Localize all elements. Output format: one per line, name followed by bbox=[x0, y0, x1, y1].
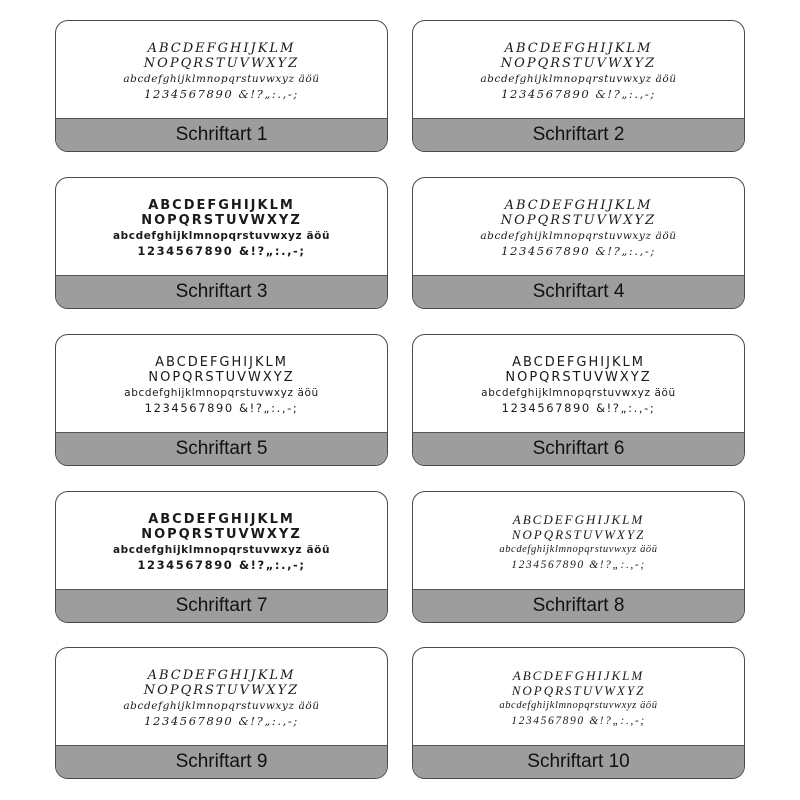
font-card-1[interactable] bbox=[55, 20, 388, 152]
font-sample bbox=[413, 21, 744, 121]
lowercase-row: abcdefghijklmnopqrstuvwxyz äöü bbox=[499, 544, 658, 555]
font-sample bbox=[56, 335, 387, 435]
uppercase-row-1: ABCDEFGHIJKLM bbox=[148, 512, 295, 527]
font-card-6[interactable] bbox=[412, 334, 745, 466]
font-sample bbox=[56, 492, 387, 592]
font-sample bbox=[413, 335, 744, 435]
font-card-5[interactable] bbox=[55, 334, 388, 466]
font-card-2[interactable] bbox=[412, 20, 745, 152]
numbers-row: 1234567890 &!?„:.,-; bbox=[144, 86, 299, 101]
lowercase-row: abcdefghijklmnopqrstuvwxyz äöü bbox=[123, 73, 320, 85]
font-label: Schriftart 10 bbox=[413, 745, 744, 778]
uppercase-row-2: NOPQRSTUVWXYZ bbox=[500, 56, 657, 71]
font-label: Schriftart 5 bbox=[56, 432, 387, 465]
uppercase-row-1: ABCDEFGHIJKLM bbox=[512, 512, 645, 527]
font-label: Schriftart 6 bbox=[413, 432, 744, 465]
uppercase-row-2: NOPQRSTUVWXYZ bbox=[505, 370, 652, 385]
uppercase-row-2: NOPQRSTUVWXYZ bbox=[143, 56, 300, 71]
font-card-4[interactable] bbox=[412, 177, 745, 309]
lowercase-row: abcdefghijklmnopqrstuvwxyz äöü bbox=[499, 700, 658, 711]
uppercase-row-2: NOPQRSTUVWXYZ bbox=[511, 527, 646, 542]
font-label: Schriftart 3 bbox=[56, 275, 387, 308]
uppercase-row-2: NOPQRSTUVWXYZ bbox=[143, 683, 300, 698]
font-card-10[interactable] bbox=[412, 647, 745, 779]
font-sample bbox=[56, 21, 387, 121]
font-card-3[interactable] bbox=[55, 177, 388, 309]
uppercase-row-1: ABCDEFGHIJKLM bbox=[148, 198, 295, 213]
font-card-8[interactable] bbox=[412, 491, 745, 623]
lowercase-row: abcdefghijklmnopqrstuvwxyz äöü bbox=[112, 544, 331, 556]
font-sample bbox=[413, 648, 744, 748]
uppercase-row-1: ABCDEFGHIJKLM bbox=[504, 198, 653, 213]
uppercase-row-2: NOPQRSTUVWXYZ bbox=[141, 527, 302, 542]
lowercase-row: abcdefghijklmnopqrstuvwxyz äöü bbox=[481, 387, 676, 399]
font-label: Schriftart 7 bbox=[56, 589, 387, 622]
lowercase-row: abcdefghijklmnopqrstuvwxyz äöü bbox=[480, 73, 677, 85]
uppercase-row-2: NOPQRSTUVWXYZ bbox=[148, 370, 295, 385]
font-card-9[interactable] bbox=[55, 647, 388, 779]
font-sample bbox=[56, 178, 387, 278]
numbers-row: 1234567890 &!?„:.,-; bbox=[501, 243, 656, 258]
font-sample bbox=[413, 492, 744, 592]
numbers-row: 1234567890 &!?„:.,-; bbox=[511, 714, 646, 727]
uppercase-row-2: NOPQRSTUVWXYZ bbox=[141, 213, 302, 228]
numbers-row: 1234567890 &!?„:.,-; bbox=[144, 713, 299, 728]
lowercase-row: abcdefghijklmnopqrstuvwxyz äöü bbox=[124, 387, 319, 399]
font-label: Schriftart 2 bbox=[413, 118, 744, 151]
font-label: Schriftart 1 bbox=[56, 118, 387, 151]
numbers-row: 1234567890 &!?„:.,-; bbox=[501, 400, 656, 415]
font-sample bbox=[413, 178, 744, 278]
numbers-row: 1234567890 &!?„:.,-; bbox=[511, 558, 646, 571]
uppercase-row-1: ABCDEFGHIJKLM bbox=[147, 41, 296, 56]
lowercase-row: abcdefghijklmnopqrstuvwxyz äöü bbox=[123, 700, 320, 712]
font-label: Schriftart 8 bbox=[413, 589, 744, 622]
uppercase-row-2: NOPQRSTUVWXYZ bbox=[511, 683, 646, 698]
uppercase-row-2: NOPQRSTUVWXYZ bbox=[500, 213, 657, 228]
uppercase-row-1: ABCDEFGHIJKLM bbox=[155, 355, 288, 370]
lowercase-row: abcdefghijklmnopqrstuvwxyz äöü bbox=[480, 230, 677, 242]
font-label: Schriftart 9 bbox=[56, 745, 387, 778]
font-label: Schriftart 4 bbox=[413, 275, 744, 308]
numbers-row: 1234567890 &!?„:.,-; bbox=[137, 243, 306, 258]
uppercase-row-1: ABCDEFGHIJKLM bbox=[504, 41, 653, 56]
numbers-row: 1234567890 &!?„:.,-; bbox=[501, 86, 656, 101]
uppercase-row-1: ABCDEFGHIJKLM bbox=[147, 668, 296, 683]
font-sample bbox=[56, 648, 387, 748]
font-card-7[interactable] bbox=[55, 491, 388, 623]
numbers-row: 1234567890 &!?„:.,-; bbox=[144, 400, 299, 415]
lowercase-row: abcdefghijklmnopqrstuvwxyz äöü bbox=[112, 230, 331, 242]
uppercase-row-1: ABCDEFGHIJKLM bbox=[512, 668, 645, 683]
uppercase-row-1: ABCDEFGHIJKLM bbox=[512, 355, 645, 370]
numbers-row: 1234567890 &!?„:.,-; bbox=[137, 557, 306, 572]
